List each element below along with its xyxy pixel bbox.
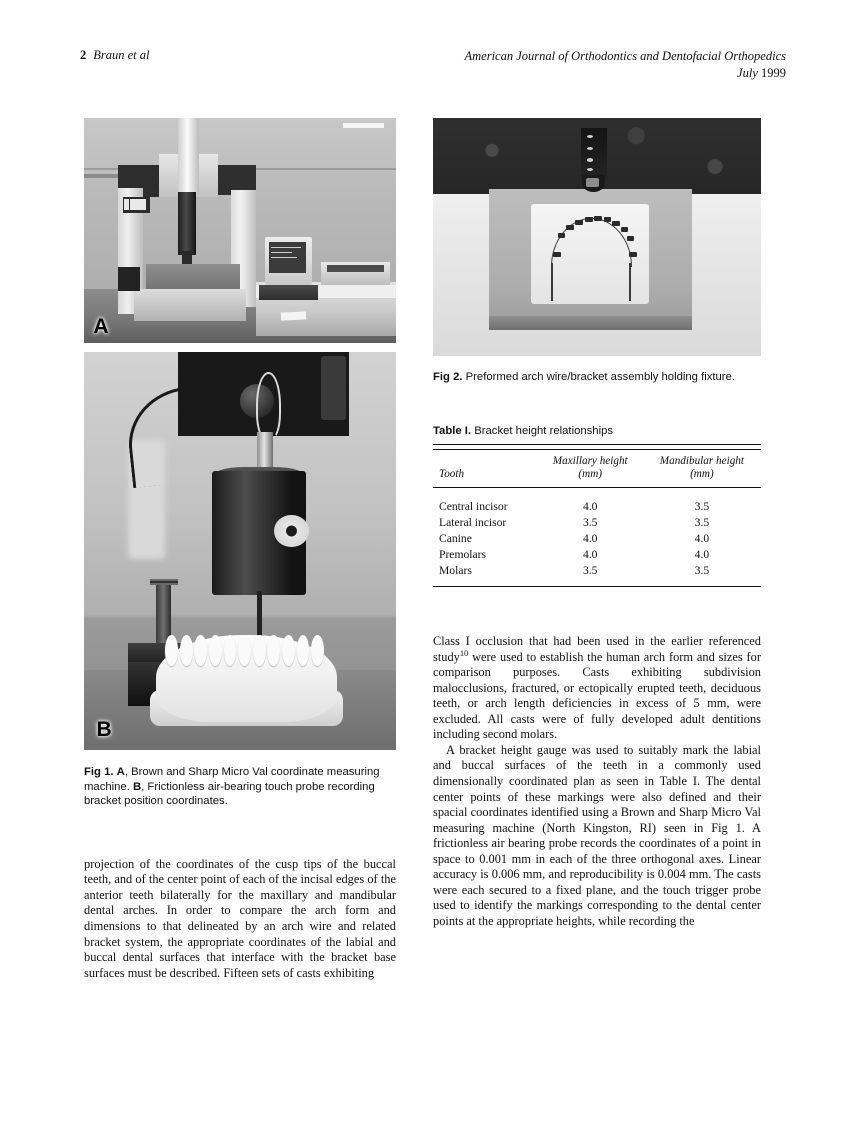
table-1-col-tooth-label: Tooth — [439, 468, 465, 481]
right-column — [433, 118, 761, 929]
figure-2-image — [433, 118, 761, 356]
table-1-col-mandibular-line2: (mm) — [690, 468, 714, 481]
table-1-col-maxillary — [538, 450, 643, 488]
table-cell-maxillary: 4.0 — [582, 499, 598, 513]
right-column-body — [433, 634, 761, 929]
fig2-plate-edge — [489, 316, 692, 330]
table-1 — [433, 444, 761, 591]
table-row — [433, 562, 761, 578]
fig1a-control-panel — [123, 197, 150, 213]
figure-2-caption-text: Preformed arch wire/bracket assembly holding fixture. — [462, 371, 735, 383]
table-cell-tooth: Central incisor — [439, 499, 508, 513]
table-1-col-mandibular — [643, 450, 761, 488]
issue-year: 1999 — [761, 66, 786, 80]
fig2-arch-wire-leg-left — [551, 263, 553, 301]
fig1a-paper — [280, 311, 305, 320]
fig2-arch-wire-leg-right — [629, 263, 631, 301]
table-1-title-text: Bracket height relationships — [471, 424, 614, 437]
table-1-spacer — [433, 490, 761, 498]
issue-date — [465, 65, 787, 82]
fig1a-quill — [178, 192, 197, 255]
table-1-title — [433, 425, 761, 437]
fig1b-probe-dial — [274, 515, 308, 547]
table-1-block — [433, 425, 761, 591]
table-1-col-maxillary-line1: Maxillary height — [552, 455, 628, 468]
running-head-authors: Braun et al — [93, 48, 150, 62]
table-1-body — [433, 490, 761, 590]
figure-1-caption-a-letter: A — [116, 766, 125, 778]
table-cell-maxillary: 4.0 — [582, 547, 598, 561]
fig1a-ceiling-light — [343, 123, 384, 129]
fig1a-printer-slot — [327, 265, 383, 272]
figure-1-caption — [84, 765, 396, 809]
reference-superscript: 10 — [459, 648, 469, 658]
fig1a-z-mast — [178, 118, 200, 195]
table-1-col-maxillary-line2: (mm) — [578, 468, 603, 481]
right-paragraph-1-part-1: Class I occlusion that had been used in the earlier referenced study — [433, 634, 761, 664]
figure-1-caption-a-text: , Brown and Sharp Micro Val coordinate measuring machine. — [84, 766, 380, 793]
figure-2-caption — [433, 370, 761, 385]
fig1b-wire-hook — [256, 372, 282, 440]
fig1a-computer — [259, 285, 318, 301]
fig1a-machine-base — [134, 289, 246, 321]
left-column — [84, 118, 396, 981]
table-1-spacer — [433, 578, 761, 587]
table-1-header-row — [433, 450, 761, 488]
table-1-head — [433, 444, 761, 490]
table-1-rule-bot-row — [433, 587, 761, 591]
table-cell-mandibular: 3.5 — [694, 515, 710, 529]
table-cell-mandibular: 4.0 — [694, 547, 710, 561]
table-cell-tooth: Lateral incisor — [439, 515, 507, 529]
table-cell-mandibular: 3.5 — [694, 563, 710, 577]
table-1-label: Table I. — [433, 424, 472, 437]
table-cell-mandibular: 4.0 — [694, 531, 710, 545]
issue-month: July — [737, 66, 761, 80]
fig1a-pipe — [84, 174, 121, 178]
table-cell-mandibular: 3.5 — [694, 499, 710, 513]
table-row — [433, 530, 761, 546]
page-number: 2 — [80, 48, 87, 62]
table-cell-maxillary: 4.0 — [582, 531, 598, 545]
table-1-col-tooth — [433, 450, 538, 488]
table-cell-tooth: Molars — [439, 563, 472, 577]
fig1b-teeth — [165, 635, 327, 667]
left-column-paragraph: projection of the coordinates of the cusp tips of the buccal teeth, and of the center point of each of the incisal edges of the anterior teeth bilaterally for the maxillary and mandibular dental arches. In order to compare the arch form and dimensions to that delineated by an arch wire and related bracket system, the appropriate coordinates of the labial and buccal dental surfaces that interface with the bracket base surfaces must be described. Fifteen sets of casts exhibiting — [84, 856, 396, 980]
journal-title: American Journal of Orthodontics and Dentofacial Orthopedics — [464, 49, 786, 63]
table-row — [433, 498, 761, 514]
fig2-probe — [581, 128, 607, 180]
figure-1a-panel-letter: A — [93, 314, 109, 338]
right-column-paragraph-1 — [433, 634, 761, 743]
table-cell-maxillary: 3.5 — [582, 563, 598, 577]
running-head-left — [80, 48, 150, 63]
table-cell-tooth: Canine — [439, 531, 472, 545]
table-1-col-mandibular-line1: Mandibular height — [659, 455, 744, 468]
table-1-bottom-rule — [433, 587, 761, 591]
figure-1b-panel-letter: B — [96, 718, 112, 742]
table-cell-maxillary: 3.5 — [582, 515, 598, 529]
fig2-probe-highlight — [586, 178, 599, 188]
figure-2-caption-label: Fig 2. — [433, 371, 463, 383]
figure-1-caption-b-letter: B — [132, 780, 142, 793]
figure-1-caption-b-text: , Frictionless air-bearing touch probe recording bracket position coordinates. — [84, 780, 375, 808]
left-column-body — [84, 857, 396, 981]
running-head — [80, 48, 786, 88]
right-paragraph-1-part-2: were used to establish the human arch form and sizes for comparison purposes. Casts exhibiting subdivision malocclusions, fractured, or ectopically erupted teeth, deciduous teeth, or arch length deficiencies in excess of 5 mm, were excluded. All casts were of fully developed adult dentitions including second molars. — [433, 649, 761, 742]
fig1a-screen — [269, 242, 306, 274]
figure-1b-image — [84, 352, 396, 750]
figure-1a-image — [84, 118, 396, 343]
right-column-paragraph-2: A bracket height gauge was used to suitably mark the labial and buccal surfaces of the teeth in a commonly used dimensionally coordinated plan as seen in Table I. The dental center points of these markings were also defined and their spacial coordinates identified using a Brown and Sharp Micro Val measuring machine (North Kingston, RI) seen in Fig 1. A frictionless air bearing probe records the coordinates of a point in space to 0.001 mm in each of the three orthogonal axes. Linear accuracy is 0.006 mm, and reproducibility is 0.004 mm. The casts were each secured to a fixed plane, and the touch trigger probe used to identify the markings corresponding to the dental center points at the appropriate heights, while recording the — [433, 742, 761, 928]
fig1b-head-notch — [321, 356, 346, 420]
running-head-right — [465, 48, 787, 82]
table-cell-tooth: Premolars — [439, 547, 487, 561]
table-row — [433, 546, 761, 562]
figure-1-caption-label: Fig 1. — [84, 766, 114, 778]
table-row — [433, 514, 761, 530]
fig1a-electronics-box — [118, 267, 140, 292]
